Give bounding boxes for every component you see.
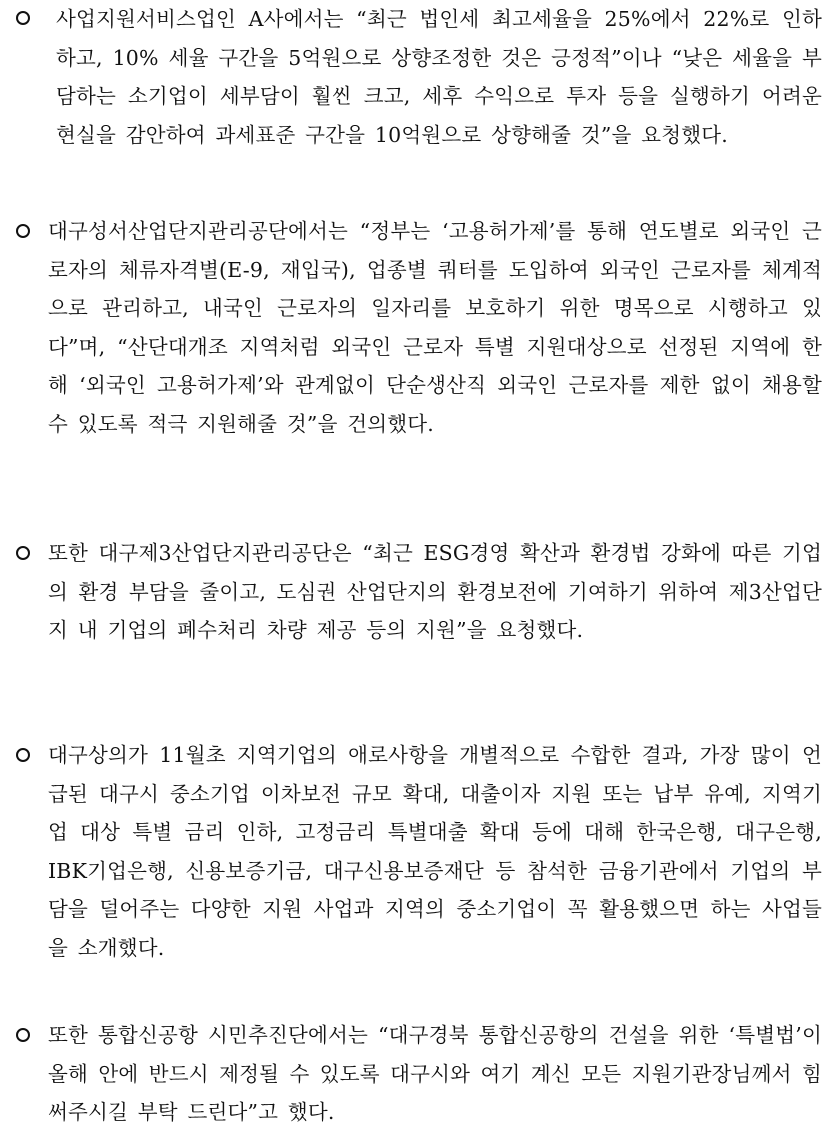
bullet-item-tax-request [14, 0, 822, 154]
hollow-circle-bullet-icon [14, 8, 36, 30]
hollow-circle-bullet-icon [14, 1025, 36, 1047]
bullet-item-new-airport [14, 1016, 822, 1132]
hollow-circle-bullet-icon [14, 221, 36, 243]
hollow-circle-bullet-icon [14, 543, 36, 565]
hollow-circle-bullet-icon [14, 745, 36, 767]
bullet-text: 대구성서산업단지관리공단에서는 “정부는 ‘고용허가제’를 통해 연도별로 외국인 근로자의 체류자격별(E-9, 재입국), 업종별 쿼터를 도입하여 외국인 근로자를 체계적으로 관리하고, 내국인 근로자의 일자리를 보호하기 위한 명목으로 시행하고 있다”며, “산단대개조 지역처럼 외국인 근로자 특별 지원대상으로 선정된 지역에 한해 ‘외국인 고용허가제’와 관계없이 단순생산직 외국인 근로자를 제한 없이 채용할 수 있도록 적극 지원해줄 것”을 건의했다. [48, 219, 822, 436]
bullet-text: 대구상의가 11월초 지역기업의 애로사항을 개별적으로 수합한 결과, 가장 많이 언급된 대구시 중소기업 이차보전 규모 확대, 대출이자 지원 또는 납부 유예, 지역기업 대상 특별 금리 인하, 고정금리 특별대출 확대 등에 대해 한국은행, 대구은행, IBK기업은행, 신용보증기금, 대구신용보증재단 등 참석한 금융기관에서 기업의 부담을 덜어주는 다양한 지원 사업과 지역의 중소기업이 꼭 활용했으면 하는 사업들을 소개했다. [48, 743, 822, 960]
bullet-item-foreign-workers [14, 212, 822, 444]
bullet-text: 또한 대구제3산업단지관리공단은 “최근 ESG경영 확산과 환경법 강화에 따른 기업의 환경 부담을 줄이고, 도심권 산업단지의 환경보전에 기여하기 위하여 제3산업단지 내 기업의 폐수처리 차량 제공 등의 지원”을 요청했다. [48, 541, 822, 643]
bullet-item-financial-support [14, 736, 822, 968]
bullet-item-wastewater-support [14, 534, 822, 650]
bullet-text: 사업지원서비스업인 A사에서는 “최근 법인세 최고세율을 25%에서 22%로 인하하고, 10% 세율 구간을 5억원으로 상향조정한 것은 긍정적”이나 “낮은 세율을 부담하는 소기업이 세부담이 훨씬 크고, 세후 수익으로 투자 등을 실행하기 어려운 현실을 감안하여 과세표준 구간을 10억원으로 상향해줄 것”을 요청했다. [56, 7, 822, 147]
bullet-text: 또한 통합신공항 시민추진단에서는 “대구경북 통합신공항의 건설을 위한 ‘특별법’이 올해 안에 반드시 제정될 수 있도록 대구시와 여기 계신 모든 지원기관장님께서 힘써주시길 부탁 드린다”고 했다. [48, 1023, 822, 1125]
